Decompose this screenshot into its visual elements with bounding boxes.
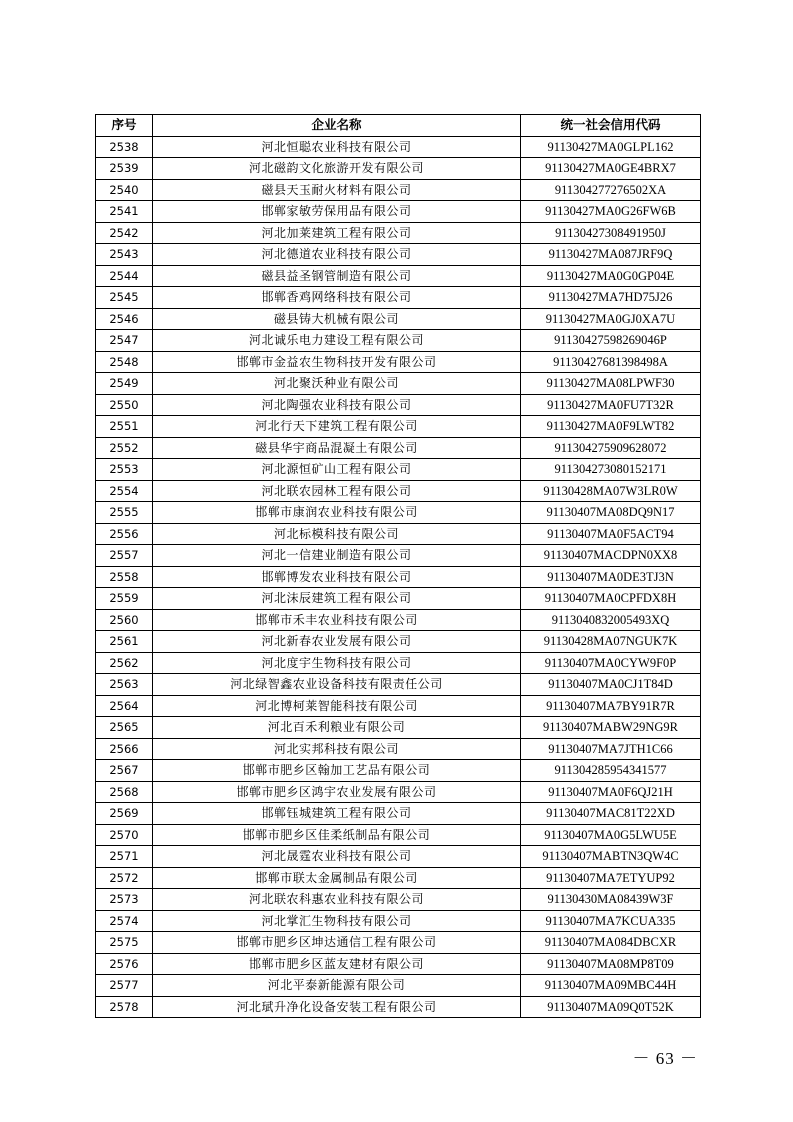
row-credit-code-cell: 9113040832005493XQ [521, 609, 701, 631]
table-row [96, 588, 701, 610]
row-credit-code-cell: 91130427598269046P [521, 330, 701, 352]
table-row [96, 975, 701, 997]
table-row [96, 889, 701, 911]
table-row [96, 932, 701, 954]
row-seq-cell: 2552 [96, 437, 153, 459]
row-company-name-cell: 河北绿智鑫农业设备科技有限责任公司 [153, 674, 521, 696]
table-row [96, 394, 701, 416]
row-company-name-cell: 邯郸博发农业科技有限公司 [153, 566, 521, 588]
row-seq-cell: 2577 [96, 975, 153, 997]
row-company-name-cell: 河北沫辰建筑工程有限公司 [153, 588, 521, 610]
row-seq-cell: 2543 [96, 244, 153, 266]
row-seq-cell: 2541 [96, 201, 153, 223]
table-row [96, 459, 701, 481]
row-company-name-cell: 河北行天下建筑工程有限公司 [153, 416, 521, 438]
row-seq-cell: 2570 [96, 824, 153, 846]
table-row [96, 953, 701, 975]
table-row [96, 222, 701, 244]
row-company-name-cell: 河北德道农业科技有限公司 [153, 244, 521, 266]
table-row [96, 996, 701, 1018]
row-company-name-cell: 邯郸市联太金属制品有限公司 [153, 867, 521, 889]
row-credit-code-cell: 91130407MA7ETYUP92 [521, 867, 701, 889]
row-seq-cell: 2549 [96, 373, 153, 395]
row-company-name-cell: 河北源恒矿山工程有限公司 [153, 459, 521, 481]
row-credit-code-cell: 91130407MA7JTH1C66 [521, 738, 701, 760]
row-company-name-cell: 邯郸市康润农业科技有限公司 [153, 502, 521, 524]
row-seq-cell: 2539 [96, 158, 153, 180]
row-company-name-cell: 河北磁韵文化旅游开发有限公司 [153, 158, 521, 180]
enterprise-credit-code-table [95, 114, 701, 1018]
table-row [96, 738, 701, 760]
row-seq-cell: 2560 [96, 609, 153, 631]
row-company-name-cell: 磁县华宇商品混凝土有限公司 [153, 437, 521, 459]
row-credit-code-cell: 91130427MA0G26FW6B [521, 201, 701, 223]
row-company-name-cell: 邯郸市肥乡区翰加工艺品有限公司 [153, 760, 521, 782]
row-seq-cell: 2562 [96, 652, 153, 674]
table-row [96, 330, 701, 352]
row-company-name-cell: 河北陶强农业科技有限公司 [153, 394, 521, 416]
row-seq-cell: 2548 [96, 351, 153, 373]
table-row [96, 910, 701, 932]
row-company-name-cell: 河北标模科技有限公司 [153, 523, 521, 545]
table-row [96, 502, 701, 524]
row-company-name-cell: 磁县铸大机械有限公司 [153, 308, 521, 330]
row-credit-code-cell: 911304277276502XA [521, 179, 701, 201]
table-row [96, 674, 701, 696]
row-credit-code-cell: 91130407MA09Q0T52K [521, 996, 701, 1018]
row-seq-cell: 2553 [96, 459, 153, 481]
row-company-name-cell: 河北聚沃种业有限公司 [153, 373, 521, 395]
row-seq-cell: 2546 [96, 308, 153, 330]
row-credit-code-cell: 91130407MACDPN0XX8 [521, 545, 701, 567]
table-row [96, 781, 701, 803]
row-seq-cell: 2569 [96, 803, 153, 825]
row-credit-code-cell: 91130407MA08DQ9N17 [521, 502, 701, 524]
row-seq-cell: 2576 [96, 953, 153, 975]
row-credit-code-cell: 91130427MA08LPWF30 [521, 373, 701, 395]
row-credit-code-cell: 91130407MA08MP8T09 [521, 953, 701, 975]
row-credit-code-cell: 91130427MA0FU7T32R [521, 394, 701, 416]
row-credit-code-cell: 91130407MA0CJ1T84D [521, 674, 701, 696]
row-seq-cell: 2557 [96, 545, 153, 567]
table-row [96, 695, 701, 717]
table-row [96, 287, 701, 309]
row-seq-cell: 2568 [96, 781, 153, 803]
row-credit-code-cell: 91130407MAC81T22XD [521, 803, 701, 825]
table-row [96, 760, 701, 782]
row-credit-code-cell: 91130407MA7BY91R7R [521, 695, 701, 717]
row-credit-code-cell: 91130427MA0F9LWT82 [521, 416, 701, 438]
row-seq-cell: 2558 [96, 566, 153, 588]
row-seq-cell: 2573 [96, 889, 153, 911]
row-seq-cell: 2566 [96, 738, 153, 760]
row-credit-code-cell: 91130407MA0F5ACT94 [521, 523, 701, 545]
row-credit-code-cell: 91130407MA0CYW9F0P [521, 652, 701, 674]
row-credit-code-cell: 91130407MA0F6QJ21H [521, 781, 701, 803]
row-seq-cell: 2556 [96, 523, 153, 545]
row-company-name-cell: 邯郸市禾丰农业科技有限公司 [153, 609, 521, 631]
row-seq-cell: 2565 [96, 717, 153, 739]
table-body [96, 136, 701, 1018]
table-row [96, 437, 701, 459]
row-credit-code-cell: 91130407MA0DE3TJ3N [521, 566, 701, 588]
table-row [96, 351, 701, 373]
row-credit-code-cell: 91130407MA0G5LWU5E [521, 824, 701, 846]
row-credit-code-cell: 91130427MA0GLPL162 [521, 136, 701, 158]
row-company-name-cell: 磁县益圣钢管制造有限公司 [153, 265, 521, 287]
row-credit-code-cell: 91130427MA0GJ0XA7U [521, 308, 701, 330]
row-company-name-cell: 河北一信建业制造有限公司 [153, 545, 521, 567]
row-company-name-cell: 河北平泰新能源有限公司 [153, 975, 521, 997]
row-seq-cell: 2574 [96, 910, 153, 932]
row-seq-cell: 2555 [96, 502, 153, 524]
row-company-name-cell: 邯郸香鸡网络科技有限公司 [153, 287, 521, 309]
row-company-name-cell: 河北珷升净化设备安装工程有限公司 [153, 996, 521, 1018]
row-company-name-cell: 邯郸市肥乡区佳柔纸制品有限公司 [153, 824, 521, 846]
row-seq-cell: 2544 [96, 265, 153, 287]
row-seq-cell: 2567 [96, 760, 153, 782]
row-credit-code-cell: 91130407MA09MBC44H [521, 975, 701, 997]
table-row [96, 631, 701, 653]
row-company-name-cell: 河北新春农业发展有限公司 [153, 631, 521, 653]
row-seq-cell: 2554 [96, 480, 153, 502]
row-company-name-cell: 邯郸市金益农生物科技开发有限公司 [153, 351, 521, 373]
row-credit-code-cell: 91130427MA087JRF9Q [521, 244, 701, 266]
table-row [96, 201, 701, 223]
row-credit-code-cell: 91130407MA0CPFDX8H [521, 588, 701, 610]
row-company-name-cell: 河北百禾利粮业有限公司 [153, 717, 521, 739]
row-company-name-cell: 邯郸市肥乡区坤达通信工程有限公司 [153, 932, 521, 954]
row-company-name-cell: 河北实邦科技有限公司 [153, 738, 521, 760]
row-credit-code-cell: 911304285954341577 [521, 760, 701, 782]
row-seq-cell: 2578 [96, 996, 153, 1018]
row-company-name-cell: 河北博柯莱智能科技有限公司 [153, 695, 521, 717]
row-credit-code-cell: 91130430MA08439W3F [521, 889, 701, 911]
row-seq-cell: 2551 [96, 416, 153, 438]
row-seq-cell: 2538 [96, 136, 153, 158]
table-row [96, 308, 701, 330]
page-number: － 63 － [632, 1049, 698, 1068]
table-row [96, 545, 701, 567]
table-row [96, 416, 701, 438]
table-row [96, 136, 701, 158]
row-company-name-cell: 河北晟霆农业科技有限公司 [153, 846, 521, 868]
row-credit-code-cell: 91130427MA0GE4BRX7 [521, 158, 701, 180]
table-row [96, 373, 701, 395]
table-row [96, 244, 701, 266]
row-credit-code-cell: 91130427681398498A [521, 351, 701, 373]
table-row [96, 824, 701, 846]
row-company-name-cell: 邯郸家敏劳保用品有限公司 [153, 201, 521, 223]
row-credit-code-cell: 91130427MA7HD75J26 [521, 287, 701, 309]
row-credit-code-cell: 91130407MA7KCUA335 [521, 910, 701, 932]
table-row [96, 867, 701, 889]
row-seq-cell: 2547 [96, 330, 153, 352]
row-seq-cell: 2545 [96, 287, 153, 309]
table-row [96, 846, 701, 868]
header-company-name: 企业名称 [153, 115, 521, 137]
table-row [96, 652, 701, 674]
row-company-name-cell: 邯郸钰城建筑工程有限公司 [153, 803, 521, 825]
row-credit-code-cell: 911304273080152171 [521, 459, 701, 481]
row-company-name-cell: 河北诚乐电力建设工程有限公司 [153, 330, 521, 352]
table-row [96, 609, 701, 631]
row-seq-cell: 2559 [96, 588, 153, 610]
row-company-name-cell: 邯郸市肥乡区鸿宇农业发展有限公司 [153, 781, 521, 803]
row-seq-cell: 2564 [96, 695, 153, 717]
row-seq-cell: 2572 [96, 867, 153, 889]
row-credit-code-cell: 91130407MA084DBCXR [521, 932, 701, 954]
row-credit-code-cell: 91130427MA0G0GP04E [521, 265, 701, 287]
row-credit-code-cell: 91130407MABW29NG9R [521, 717, 701, 739]
row-company-name-cell: 河北联农科惠农业科技有限公司 [153, 889, 521, 911]
row-credit-code-cell: 911304275909628072 [521, 437, 701, 459]
header-credit-code: 统一社会信用代码 [521, 115, 701, 137]
row-seq-cell: 2575 [96, 932, 153, 954]
row-credit-code-cell: 91130428MA07W3LR0W [521, 480, 701, 502]
row-seq-cell: 2550 [96, 394, 153, 416]
row-company-name-cell: 河北联农园林工程有限公司 [153, 480, 521, 502]
table-row [96, 717, 701, 739]
row-company-name-cell: 河北掌汇生物科技有限公司 [153, 910, 521, 932]
row-seq-cell: 2542 [96, 222, 153, 244]
row-seq-cell: 2561 [96, 631, 153, 653]
table-row [96, 480, 701, 502]
row-company-name-cell: 河北加莱建筑工程有限公司 [153, 222, 521, 244]
row-credit-code-cell: 91130407MABTN3QW4C [521, 846, 701, 868]
table-row [96, 566, 701, 588]
table-header-row [96, 115, 701, 137]
row-credit-code-cell: 91130428MA07NGUK7K [521, 631, 701, 653]
row-company-name-cell: 河北度宇生物科技有限公司 [153, 652, 521, 674]
header-seq: 序号 [96, 115, 153, 137]
table-row [96, 158, 701, 180]
table-row [96, 803, 701, 825]
row-credit-code-cell: 91130427308491950J [521, 222, 701, 244]
row-seq-cell: 2571 [96, 846, 153, 868]
row-seq-cell: 2540 [96, 179, 153, 201]
table-row [96, 523, 701, 545]
table-row [96, 179, 701, 201]
table-row [96, 265, 701, 287]
row-company-name-cell: 河北恒聪农业科技有限公司 [153, 136, 521, 158]
row-company-name-cell: 邯郸市肥乡区蓝友建材有限公司 [153, 953, 521, 975]
row-company-name-cell: 磁县天玉耐火材料有限公司 [153, 179, 521, 201]
row-seq-cell: 2563 [96, 674, 153, 696]
